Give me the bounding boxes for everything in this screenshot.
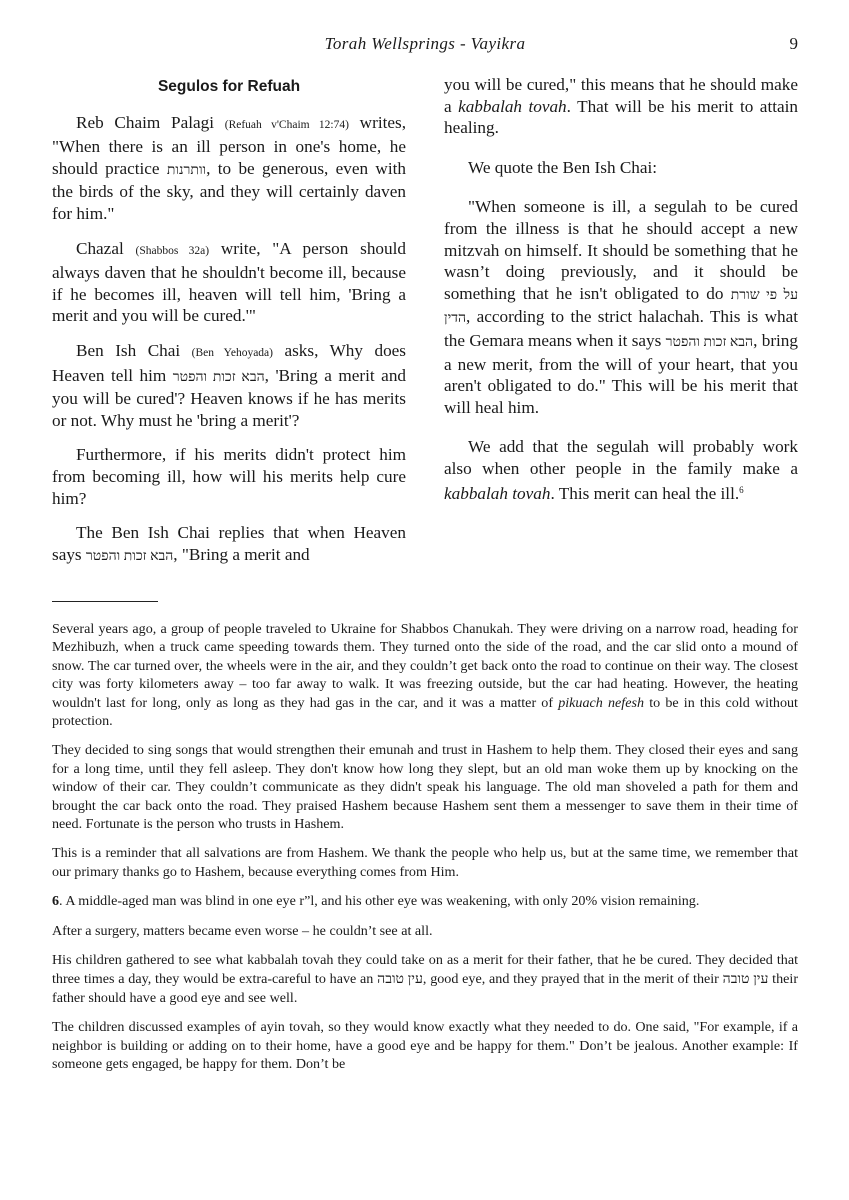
italic-term: kabbalah tovah (444, 483, 551, 503)
hebrew-term: וותרנות (166, 162, 207, 178)
running-header (52, 34, 798, 58)
hebrew-term: הבא זכות והפטר (665, 334, 754, 350)
paragraph: Chazal (Shabbos 32a) write, "A person should always daven that he shouldn't become ill, because if he becomes ill, heaven will tell him, 'Bring a merit and you will be cured.'" (52, 238, 406, 326)
paragraph: Furthermore, if his merits didn't protect him from becoming ill, how will his merits help cure him? (52, 445, 406, 508)
footnote-marker: 6 (739, 484, 744, 495)
footnote-paragraph: His children gathered to see what kabbalah tovah they could take on as a merit for their father, that he be cured. They decided that three times a day, they would be extra-careful to have an עין טובה, good eye, and they prayed that in the merit of their עין טובה their father should have a good eye and see well. (52, 952, 799, 1006)
citation: (Shabbos 32a) (135, 244, 210, 257)
hebrew-term: עין טובה (377, 971, 423, 987)
hebrew-term: על פי שורת הדין (444, 287, 798, 327)
paragraph: We quote the Ben Ish Chai: (468, 157, 658, 177)
paragraph: The Ben Ish Chai replies that when Heaven says הבא זכות והפטר, "Bring a merit and (52, 523, 406, 564)
hebrew-term: הבא זכות והפטר (172, 369, 265, 385)
right-column (444, 74, 798, 517)
page-number: 9 (789, 34, 798, 53)
footnote-paragraph: After a surgery, matters became even worse – he couldn’t see at all. (52, 922, 433, 939)
footnote-paragraph: Several years ago, a group of people traveled to Ukraine for Shabbos Chanukah. They were driving on a narrow road, heading for Mezhibuzh, when a truck came speeding towards them. They turned onto the side of the road, and the car slid onto a mound of snow. The car turned over, the wheels were in the air, and they couldn’t get back onto the road to continue on their way. The closest city was forty kilometers away – too far away to walk. It was freezing outside, but the car had heating. However, the heating wouldn't last for long, only as long as they had gas in the car, and it was a matter of pikuach nefesh to be in this cold without protection. (52, 621, 798, 730)
running-title: Torah Wellsprings - Vayikra (324, 34, 526, 53)
footnote-paragraph: They decided to sing songs that would strengthen their emunah and trust in Hashem to help them. They closed their eyes and sang for a long time, until they fell asleep. They don't know how long they slept, but an old man woke them up by knocking on the window of their car. They couldn’t communicate as they didn't speak his language. The old man shoveled a path for them and brought the car back onto the road. They praised Hashem because Hashem sent them a messenger to save them in their time of need. Fortunate is the person who trusts in Hashem. (52, 742, 798, 833)
footnote-number: 6 (52, 893, 60, 910)
paragraph: Ben Ish Chai (Ben Yehoyada) asks, Why does Heaven tell him הבא זכות והפטר, 'Bring a merit and you will be cured'? Heaven knows if he has merits or not. Why must he 'bring a merit'? (52, 340, 407, 430)
paragraph: We add that the segulah will probably work also when other people in the family make a kabbalah tovah. This merit can heal the ill.$^6$ (444, 437, 798, 503)
paragraph: Reb Chaim Palagi (Refuah v'Chaim 12:74) writes, "When there is an ill person in one's home, he should practice וותרנות, to be generous, even with the birds of the sky, and they will certainly daven for him." (52, 112, 406, 223)
footnote-paragraph: This is a reminder that all salvations are from Hashem. We thank the people who help us, but at the same time, we remember that our primary thanks go to Hashem, because everything comes from Him. (52, 845, 798, 880)
footnote-divider (52, 601, 158, 602)
left-column (52, 74, 406, 580)
italic-term: kabbalah tovah (458, 96, 567, 116)
citation: (Refuah v'Chaim 12:74) (224, 118, 349, 131)
footnote-paragraph: The children discussed examples of ayin tovah, so they would know exactly what they needed to do. One said, "For example, if a neighbor is building or adding on to their home, have a good eye and be happy for them." Don’t be jealous. Another example: If someone gets engaged, be happy for them. Don’t be (52, 1019, 798, 1073)
paragraph: you will be cured," this means that he should make a kabbalah tovah. That will be his merit to attain healing. (444, 75, 798, 138)
hebrew-term: הבא זכות והפטר (85, 548, 174, 564)
footnotes-section (52, 620, 798, 1085)
hebrew-term: עין טובה (722, 971, 769, 987)
footnote-paragraph: 6. A middle-aged man was blind in one eye r”l, and his other eye was weakening, with only 20% vision remaining. (52, 893, 700, 910)
citation: (Ben Yehoyada) (191, 346, 273, 359)
section-heading: Segulos for Refuah (157, 78, 301, 95)
italic-term: pikuach nefesh (558, 694, 645, 711)
paragraph: "When someone is ill, a segulah to be cured from the illness is that he should accept a new mitzvah on himself. It should be something that he wasn’t doing previously, and it should be something that he isn't obligated to do על פי שורת הדין, according to the strict halachah. This is what the Gemara means when it says הבא זכות והפטר, bring a new merit, from the will of your heart, that you aren't obligated to do." This will be his merit that will heal him. (444, 197, 798, 417)
